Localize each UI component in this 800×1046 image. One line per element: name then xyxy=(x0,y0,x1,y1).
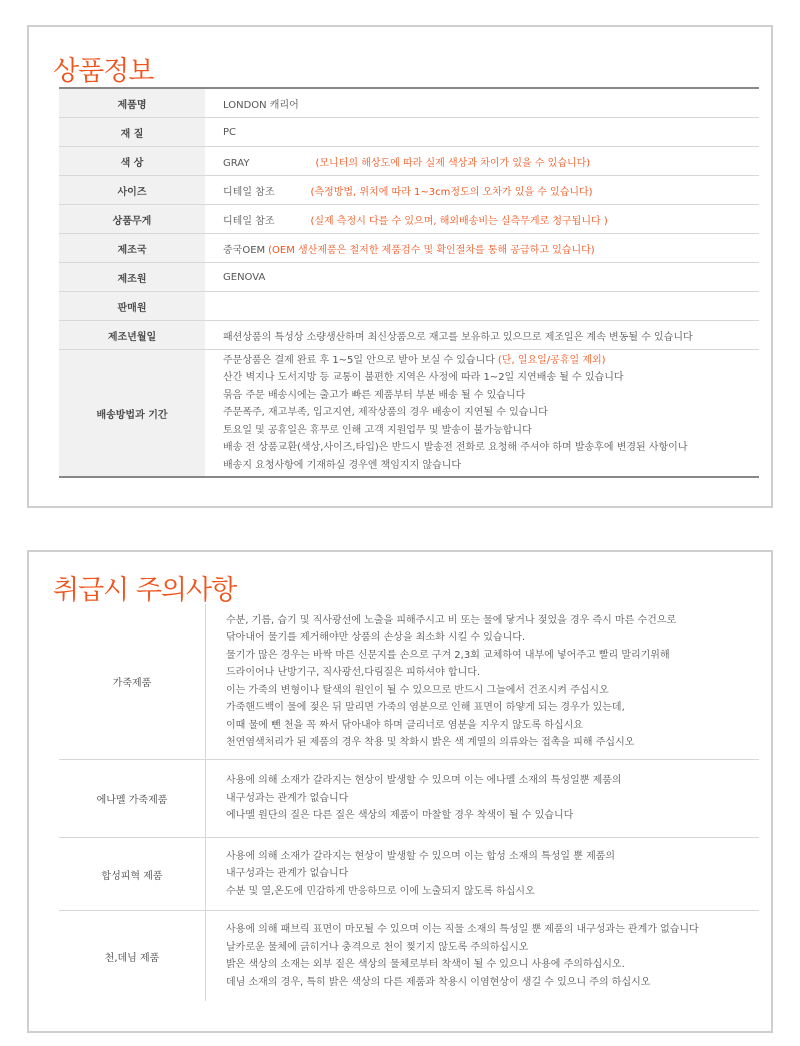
shipping-text xyxy=(205,350,759,478)
spec-row xyxy=(59,263,759,292)
shipping-line: 주문폭주, 재고부족, 입고지연, 제작상품의 경우 배송이 지연될 수 있습니다 xyxy=(223,407,548,419)
care-text xyxy=(206,760,760,838)
spec-row xyxy=(59,176,759,205)
care-line: 닦아내어 물기를 제거해야만 상품의 손상을 최소화 시킬 수 있습니다. xyxy=(226,632,526,643)
care-line: 천연염색처리가 된 제품의 경우 착용 및 착화시 밝은 색 계열의 의류와는 접촉을 피해 주십시오 xyxy=(226,737,635,748)
spec-value-cell xyxy=(205,88,759,118)
care-line: 수분 및 열,온도에 민감하게 반응하므로 이에 노출되지 않도록 하십시오 xyxy=(226,885,535,897)
spec-label: 제조년월일 xyxy=(59,321,205,350)
care-line: 날카로운 물체에 긁히거나 충격으로 천이 찢기지 않도록 주의하십시오 xyxy=(226,941,529,953)
spec-row xyxy=(59,321,759,350)
care-label: 가죽제품 xyxy=(59,604,206,760)
spec-note: (OEM 생산제품은 철저한 제품검수 및 확인절차를 통해 공급하고 있습니다) xyxy=(268,244,595,256)
spec-label: 판매원 xyxy=(59,292,205,321)
shipping-first-line: 주문상품은 결제 완료 후 1~5일 안으로 받아 보실 수 있습니다 xyxy=(223,354,495,366)
spec-label: 상품무게 xyxy=(59,205,205,234)
care-line: 에나멜 원단의 질은 다른 질은 색상의 제품이 마찰할 경우 착색이 될 수 있습니다 xyxy=(226,810,574,822)
spec-value: 디테일 참조 xyxy=(223,215,275,227)
care-label: 천,데님 제품 xyxy=(59,911,206,1002)
care-line: 내구성과는 관계가 없습니다 xyxy=(226,868,349,880)
spec-value-cell xyxy=(205,118,759,147)
spec-note: (모니터의 해상도에 따라 실제 색상과 차이가 있을 수 있습니다) xyxy=(315,157,591,169)
care-line: 사용에 의해 소재가 갈라지는 현상이 발생할 수 있으며 이는 에나멜 소재의 특성일뿐 제품의 xyxy=(226,775,622,787)
spec-row xyxy=(59,88,759,118)
spec-value: GRAY xyxy=(223,157,250,169)
spec-value: GENOVA xyxy=(223,271,266,283)
shipping-line: 배송지 요청사항에 기재하실 경우엔 책임지지 않습니다 xyxy=(223,459,462,471)
spec-note: (실제 측정시 다를 수 있으며, 해외배송비는 실측무게로 청구됩니다 ) xyxy=(310,215,608,227)
spec-row xyxy=(59,118,759,147)
care-text xyxy=(206,911,760,1002)
care-row xyxy=(59,838,759,911)
spec-value-cell xyxy=(205,234,759,263)
care-table xyxy=(59,604,759,1001)
product-info-title: 상품정보 xyxy=(53,56,154,87)
spec-value: PC xyxy=(223,126,237,138)
spec-value-cell xyxy=(205,176,759,205)
spec-row xyxy=(59,205,759,234)
care-label: 에나멜 가죽제품 xyxy=(59,760,206,838)
spec-value: 패션상품의 특성상 소량생산하며 최신상품으로 재고를 보유하고 있으므로 제조일은 계속 변동될 수 있습니다 xyxy=(223,331,693,343)
spec-value-cell xyxy=(205,205,759,234)
care-text xyxy=(206,604,760,760)
care-line: 수분, 기름, 습기 및 직사광선에 노출을 피해주시고 비 또는 물에 닿거나 젖었을 경우 즉시 마른 수건으로 xyxy=(226,614,677,626)
spec-value: 디테일 참조 xyxy=(223,186,275,198)
care-text xyxy=(206,838,760,911)
care-line: 드라이어나 난방기구, 직사광선,다림질은 피하셔야 합니다. xyxy=(226,667,481,678)
shipping-line xyxy=(223,352,759,370)
shipping-line: 배송 전 상품교환(색상,사이즈,타입)은 반드시 발송전 전화로 요청해 주셔야 하며 발송후에 변경된 사항이나 xyxy=(223,442,688,454)
spec-row xyxy=(59,292,759,321)
shipping-row xyxy=(59,350,759,478)
care-line: 이때 물에 뺀 천을 꼭 짜서 닦아내야 하며 클리너로 염분을 지우지 않도록 하십시요 xyxy=(226,719,583,731)
care-line: 이는 가죽의 변형이나 탈색의 원인이 될 수 있으므로 반드시 그늘에서 건조시켜 주십시오 xyxy=(226,684,609,696)
product-info-panel xyxy=(27,25,773,508)
shipping-first-note: (단, 일요일/공휴일 제외) xyxy=(497,354,606,366)
spec-value-cell xyxy=(205,292,759,321)
spec-row xyxy=(59,234,759,263)
care-row xyxy=(59,911,759,1002)
care-line: 사용에 의해 소재가 갈라지는 현상이 발생할 수 있으며 이는 합성 소재의 특성일 뿐 제품의 xyxy=(226,850,616,862)
shipping-line: 묶음 주문 배송시에는 출고가 빠른 제품부터 부분 배송 될 수 있습니다 xyxy=(223,389,526,401)
shipping-line: 산간 벽지나 도서지방 등 교통이 불편한 지역은 사정에 따라 1~2일 지연배송 될 수 있습니다 xyxy=(223,372,624,384)
spec-label: 제품명 xyxy=(59,88,205,118)
spec-value-cell xyxy=(205,321,759,350)
care-title: 취급시 주의사항 xyxy=(53,575,237,606)
spec-label: 색 상 xyxy=(59,147,205,176)
care-line: 밝은 색상의 소재는 외부 짙은 색상의 물체로부터 착색이 될 수 있으니 사용에 주의하십시오. xyxy=(226,959,625,970)
spec-row xyxy=(59,147,759,176)
care-label: 합성피혁 제품 xyxy=(59,838,206,911)
care-line: 물기가 많은 경우는 바싹 마른 신문지를 손으로 구겨 2,3회 교체하여 내부에 넣어주고 빨리 말리기위해 xyxy=(226,649,670,661)
care-row xyxy=(59,604,759,760)
spec-label: 제조원 xyxy=(59,263,205,292)
spec-label: 재 질 xyxy=(59,118,205,147)
care-line: 데님 소재의 경우, 특히 밝은 색상의 다른 제품과 착용시 이염현상이 생길 수 있으니 주의 하십시오 xyxy=(226,976,651,988)
spec-value: 중국OEM xyxy=(223,244,266,256)
shipping-line: 토요일 및 공휴일은 휴무로 인해 고객 지원업무 및 발송이 불가능합니다 xyxy=(223,424,532,436)
spec-value-cell xyxy=(205,263,759,292)
spec-label: 제조국 xyxy=(59,234,205,263)
shipping-label: 배송방법과 기간 xyxy=(59,350,205,478)
spec-note: (측정방법, 위치에 따라 1~3cm정도의 오차가 있을 수 있습니다) xyxy=(310,186,593,198)
spec-value: LONDON 캐리어 xyxy=(223,99,299,111)
care-panel xyxy=(27,550,773,1033)
care-row xyxy=(59,760,759,838)
care-line: 내구성과는 관계가 없습니다 xyxy=(226,792,349,804)
spec-value-cell xyxy=(205,147,759,176)
product-info-table xyxy=(59,87,759,478)
care-line: 사용에 의해 패브릭 표면이 마모될 수 있으며 이는 직물 소재의 특성일 뿐 제품의 내구성과는 관계가 없습니다 xyxy=(226,924,699,935)
care-line: 가죽핸드백이 물에 젖은 뒤 말리면 가죽의 염분으로 인해 표면이 하얗게 되는 경우가 있는데, xyxy=(226,702,625,713)
spec-label: 사이즈 xyxy=(59,176,205,205)
